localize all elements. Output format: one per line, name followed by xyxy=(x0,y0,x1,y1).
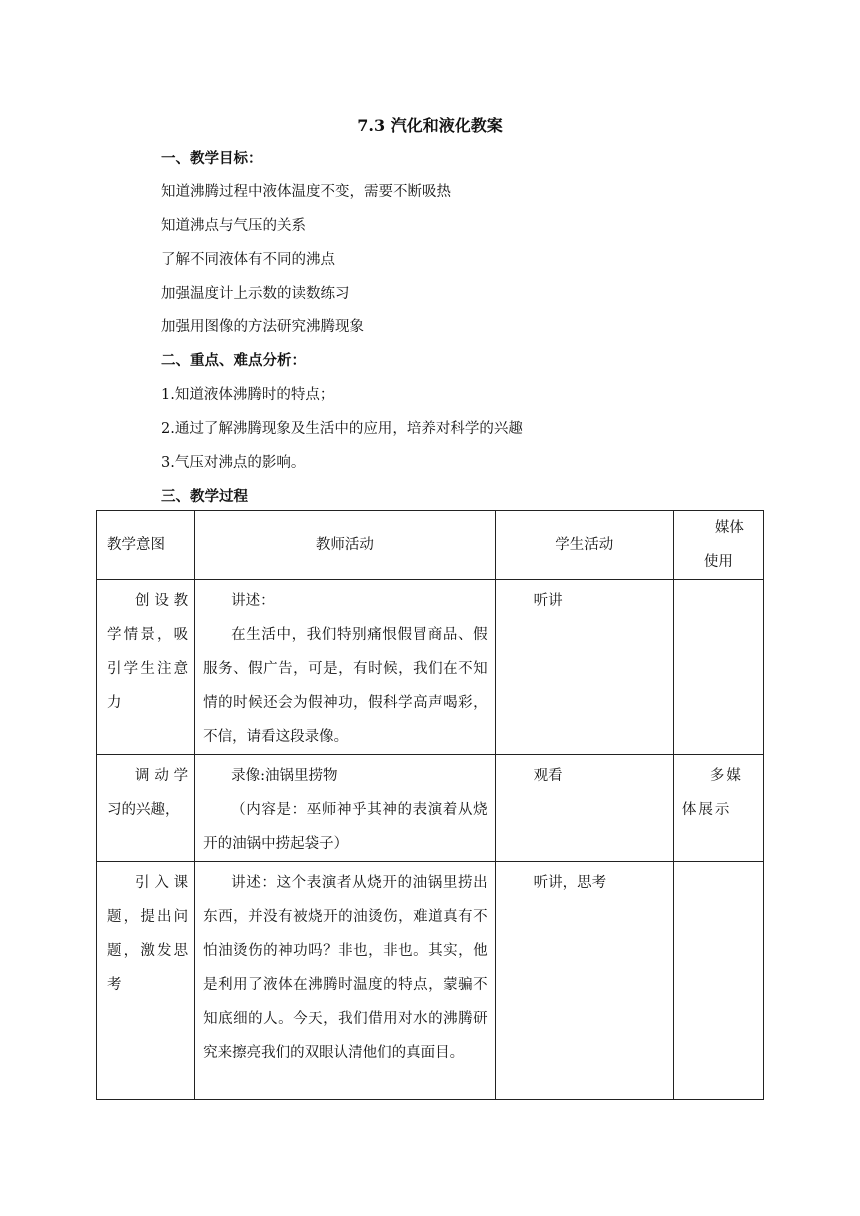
table-row xyxy=(97,580,764,755)
row-intent-cell xyxy=(97,862,195,1100)
key-point-item: 1.知道液体沸腾时的特点； xyxy=(161,387,335,403)
row-media-text: 多媒体展示 xyxy=(681,768,743,818)
table-row xyxy=(97,755,764,862)
teacher-paragraph: 讲述：这个表演者从烧开的油锅里捞出东西，并没有被烧开的油烫伤，难道真有不怕油烫伤的神功吗？非也，非也。其实，他是利用了液体在沸腾时温度的特点，蒙骗不知底细的人。今天，我们借用对水的沸腾研究来擦亮我们的双眼认清他们的真面目。 xyxy=(203,875,488,1061)
header-media xyxy=(673,511,763,580)
header-student: 学生活动 xyxy=(495,511,673,580)
page-title: 7.3 汽化和液化教案 xyxy=(357,116,503,135)
key-point-item: 2.通过了解沸腾现象及生活中的应用，培养对科学的兴趣 xyxy=(161,421,523,437)
header-teacher: 教师活动 xyxy=(195,511,495,580)
row-intent-text: 引入课题，提出问题，激发思考 xyxy=(107,875,189,993)
section-heading-objectives: 一、教学目标： xyxy=(161,150,263,167)
header-media-line1: 媒体 xyxy=(714,520,744,536)
header-intent: 教学意图 xyxy=(97,511,195,580)
teacher-paragraph: 录像:油锅里捞物 xyxy=(231,768,338,784)
row-media-cell xyxy=(673,862,763,1100)
row-student-cell: 观看 xyxy=(495,755,673,862)
section-heading-process: 三、教学过程 xyxy=(161,488,248,505)
teacher-paragraph: （内容是：巫师神乎其神的表演着从烧开的油锅中捞起袋子） xyxy=(203,802,488,852)
row-media-cell xyxy=(673,755,763,862)
teacher-paragraph: 在生活中，我们特别痛恨假冒商品、假服务、假广告，可是，有时候，我们在不知情的时候还会为假神功，假科学高声喝彩，不信，请看这段录像。 xyxy=(203,627,488,745)
row-media-cell xyxy=(673,580,763,755)
row-student-cell: 听讲，思考 xyxy=(495,862,673,1100)
row-teacher-cell xyxy=(195,580,495,755)
row-intent-cell xyxy=(97,755,195,862)
objective-item: 加强温度计上示数的读数练习 xyxy=(161,286,350,302)
objective-item: 知道沸腾过程中液体温度不变，需要不断吸热 xyxy=(161,184,451,200)
objective-item: 了解不同液体有不同的沸点 xyxy=(161,252,335,268)
row-intent-cell xyxy=(97,580,195,755)
row-teacher-cell xyxy=(195,862,495,1100)
lesson-process-table xyxy=(96,510,764,1100)
section-heading-key-points: 二、重点、难点分析： xyxy=(161,352,306,369)
row-student-cell: 听讲 xyxy=(495,580,673,755)
row-intent-text: 调动学习的兴趣， xyxy=(107,768,189,818)
objective-item: 加强用图像的方法研究沸腾现象 xyxy=(161,319,364,335)
table-row xyxy=(97,862,764,1100)
objective-item: 知道沸点与气压的关系 xyxy=(161,218,306,234)
header-media-line2: 使用 xyxy=(703,554,733,570)
teacher-paragraph: 讲述： xyxy=(231,593,275,609)
key-point-item: 3.气压对沸点的影响。 xyxy=(161,455,306,471)
row-teacher-cell xyxy=(195,755,495,862)
row-intent-text: 创设教学情景，吸引学生注意力 xyxy=(107,593,189,711)
table-header-row xyxy=(97,511,764,580)
